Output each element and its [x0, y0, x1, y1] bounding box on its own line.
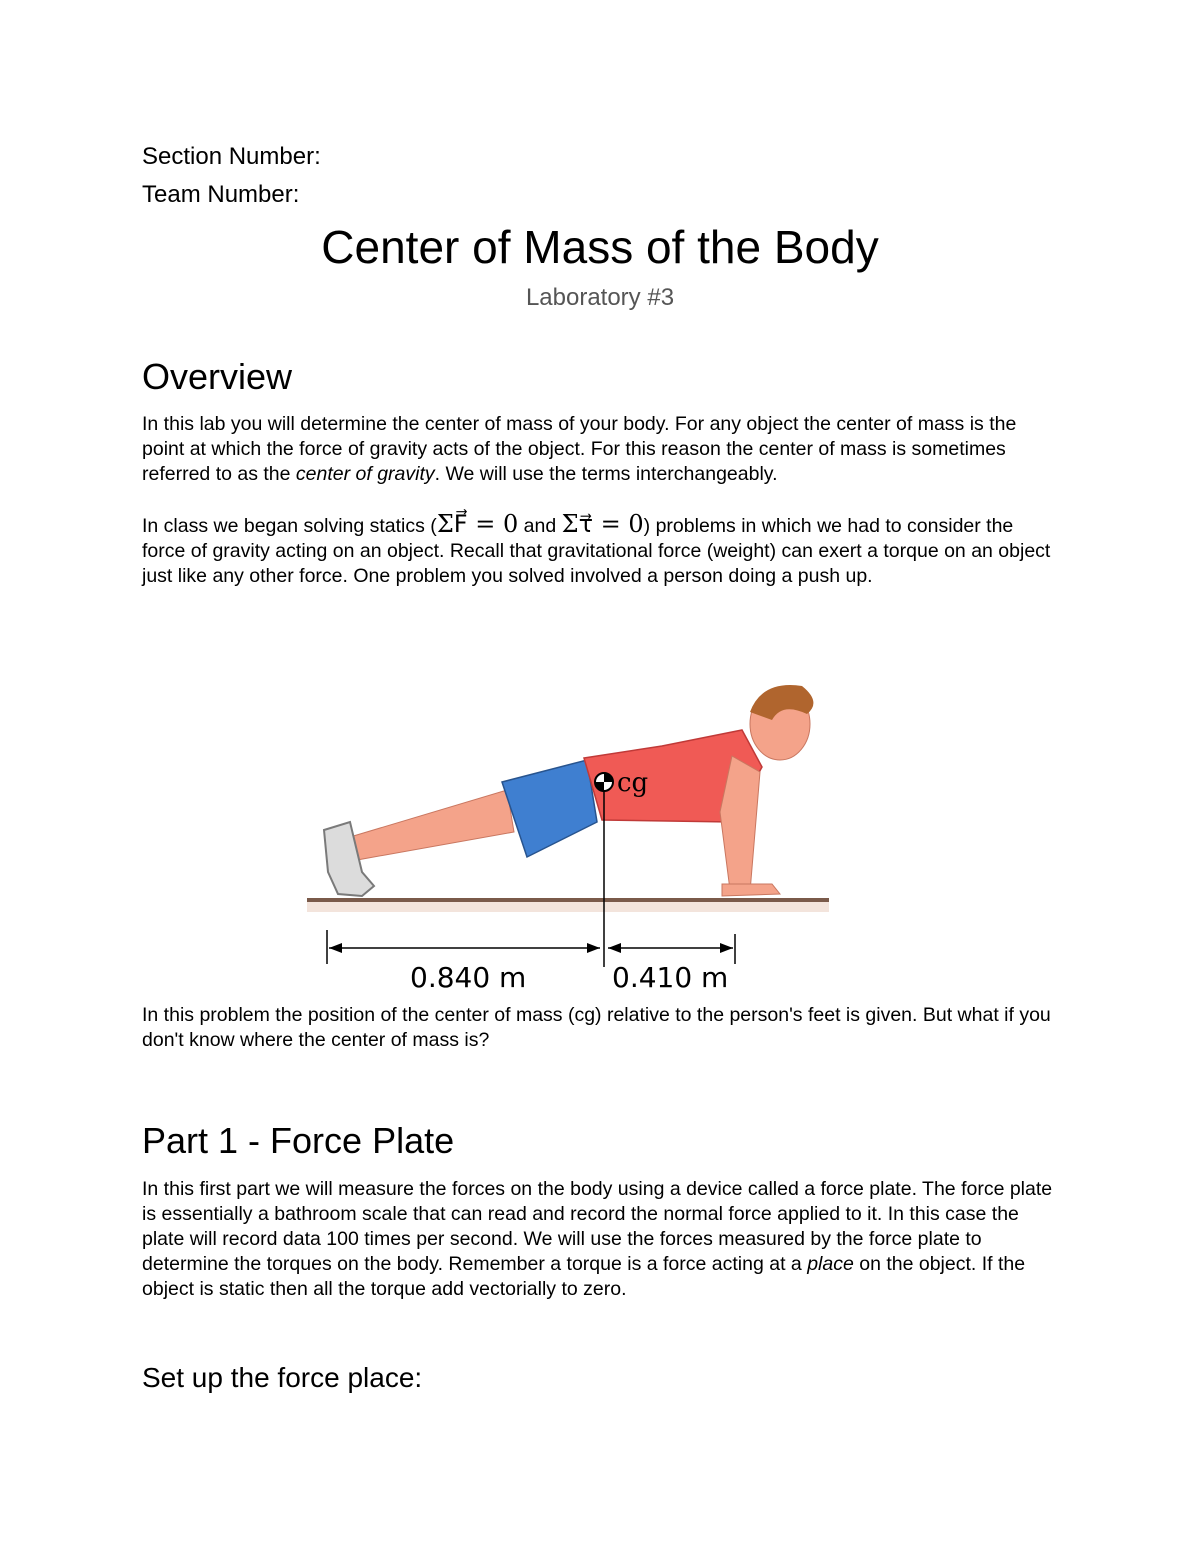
setup-heading: Set up the force place: [142, 1362, 423, 1393]
pushup-diagram [302, 672, 842, 997]
dimension-label-left: 0.840 m [410, 961, 527, 994]
section-number-label: Section Number: [142, 143, 321, 170]
overview-paragraph-3: In this problem the position of the center of mass (cg) relative to the person's feet is given. But what if you don't know where the center of mass is? [142, 1004, 1051, 1051]
legs [350, 790, 514, 860]
hand [722, 884, 780, 896]
overview-paragraph-2 [142, 512, 1057, 589]
cg-label: cg [617, 768, 649, 798]
page-title: Center of Mass of the Body [321, 221, 879, 273]
sum-forces-equation: ΣF⃗ = 0 [436, 510, 519, 538]
part1-heading: Part 1 - Force Plate [142, 1120, 455, 1161]
text-run: In this first part we will measure the forces on the body using a device called a force plate. The force plate is essentially a bathroom scale that can read and record the normal force applied to it. In this case the plate will record data 100 times per second. We will use the forces measured by the force plate to determine the torques on the body. Remember a torque is a force acting at a [142, 1178, 1053, 1275]
floor-shadow [307, 902, 829, 912]
shorts [502, 760, 597, 857]
text-run: on the object. If the object is static then all the torque add vectorially to zero. [142, 1253, 1026, 1300]
arrowhead-icon [587, 943, 600, 953]
arrowhead-icon [720, 943, 733, 953]
text-run: In this lab you will determine the center of mass of your body. For any object the center of mass is the point at which the force of gravity acts of the object. For this reason the center of mass is sometimes referred to as the [142, 413, 1017, 485]
overview-heading: Overview [142, 356, 293, 397]
page-subtitle: Laboratory #3 [525, 284, 675, 311]
text-run: In class we began solving statics ( [142, 515, 437, 537]
arrowhead-icon [608, 943, 621, 953]
text-run: ) problems in which we had to consider the force of gravity acting on an object. Recall that gravitational force (weight) can exert a torque on an object just like any other force. One problem you solved involved a person doing a push up. [142, 515, 1051, 587]
emphasis-text: place [807, 1253, 854, 1275]
team-number-label: Team Number: [142, 181, 300, 208]
arrowhead-icon [329, 943, 342, 953]
text-run: and [518, 515, 562, 537]
dimension-label-right: 0.410 m [612, 961, 729, 994]
emphasis-text: center of gravity [295, 463, 435, 485]
text-run: . We will use the terms interchangeably. [434, 463, 778, 485]
floor-line [307, 898, 829, 902]
part1-paragraph [142, 1177, 1057, 1302]
sum-torques-equation: Στ⃗ = 0 [561, 510, 644, 538]
overview-paragraph-1 [142, 412, 1057, 487]
